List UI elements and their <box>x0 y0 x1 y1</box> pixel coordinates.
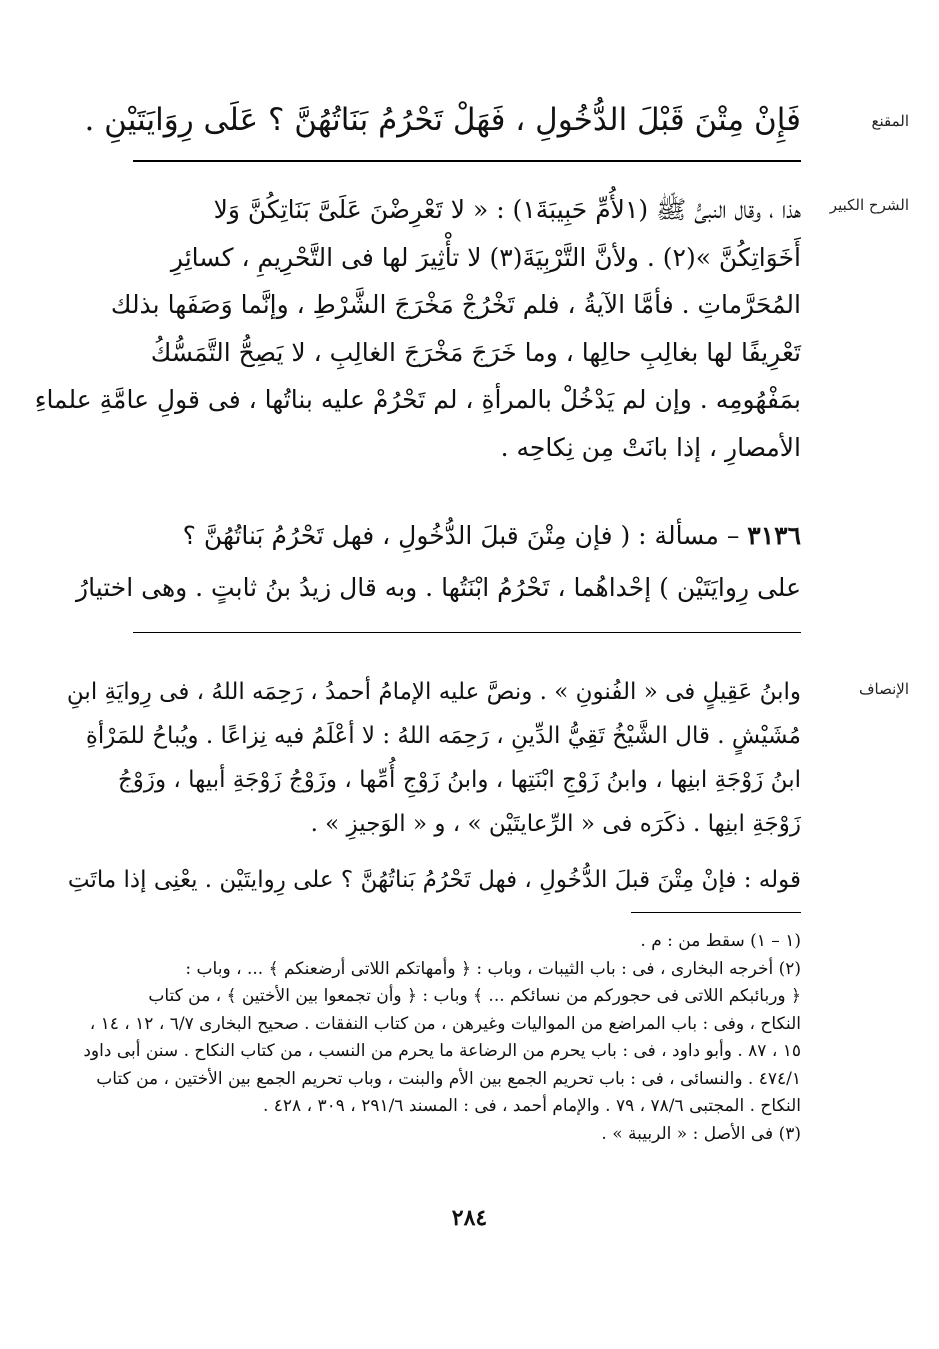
footnote-line: (٣) فى الأصل : « الربيبة » . <box>601 1123 801 1144</box>
muqni-text-block <box>84 98 801 142</box>
sharh-line: هذا ، وقال النبىُّ ﷺ (١لأُمِّ حَبِيبَةَ١) : « لا تَعْرِضْنَ عَلَىَّ بَنَاتِكُنَّ وَلا <box>213 195 801 224</box>
sharh-text-block <box>34 186 801 471</box>
masala-text: – مسألة : ( فإن مِتْنَ قبلَ الدُّخُولِ ، فهل تَحْرُمُ بَناتُهُنَّ ؟ <box>182 521 740 550</box>
masala-line-2: على رِوايَتَيْن ) إحْداهُما ، تَحْرُمُ ابْنَتُها . وبه قال زيدُ بنُ ثابتٍ . وهى اختيارُ <box>76 573 801 602</box>
insaf-line: مُشَيْشٍ . قال الشَّيْخُ تَقِيُّ الدِّينِ ، رَحِمَه اللهُ : لا أعْلَمُ فيه نِزاعًا . ويُباحُ للمَرْأةِ <box>85 723 801 749</box>
masala-number: ٣١٣٦ <box>747 521 801 550</box>
insaf-line: ابنُ زَوْجَةِ ابنِها ، وابنُ زَوْجِ ابْنَتِها ، وابنُ زَوْجِ أُمِّها ، وزَوْجُ زَوْجَةِ أبيها ، وزَوْجُ <box>117 767 801 793</box>
footnote-line: (١ – ١) سقط من : م . <box>640 931 801 951</box>
footnote-line: (٢) أخرجه البخارى ، فى : باب الثيبات ، وباب : ﴿ وأمهاتكم اللاتى أرضعنكم ﴾ ... ، وباب : <box>185 958 801 979</box>
section-label-sharh: الشرح الكبير <box>829 196 909 214</box>
section-divider-top <box>133 160 801 162</box>
section-label-muqni: المقنع <box>871 112 909 130</box>
footnote-line: النكاح ، وفى : باب المراضع من المواليات وغيرهن ، من كتاب النفقات . صحيح البخارى ٦/٧ ، ١٢ ، ١٤ ، <box>89 1013 801 1034</box>
muqni-text: فَإِنْ مِتْنَ قَبْلَ الدُّخُولِ ، فَهَلْ تَحْرُمُ بَنَاتُهُنَّ ؟ عَلَى رِوَايَتَيْنِ . <box>84 102 801 138</box>
footnotes-block <box>83 928 801 1148</box>
sharh-line: تَعْرِيفًا لها بغالِبِ حالِها ، وما خَرَجَ مَخْرَجَ الغالِبِ ، لا يَصِحُّ التَّمَسُّكُ <box>150 337 801 367</box>
footnote-divider <box>631 912 801 913</box>
footnote-line: النكاح . المجتبى ٧٨/٦ ، ٧٩ . والإمام أحمد ، فى : المسند ٢٩١/٦ ، ٣٠٩ ، ٤٢٨ . <box>262 1096 801 1116</box>
masala-line-1 <box>133 510 801 562</box>
insaf-qawluh-block <box>67 858 801 902</box>
footnote-line: ٤٧٤/١ . والنسائى ، فى : باب تحريم الجمع بين الأم والبنت ، وباب تحريم الجمع بين الأختين ، من كتاب <box>96 1068 801 1089</box>
sharh-line: بمَفْهُومِه . وإن لم يَدْخُلْ بالمرأةِ ، لم تَحْرُمْ عليه بناتُها ، فى قولِ عامَّةِ علماءِ <box>34 385 801 414</box>
insaf-text-block <box>66 670 801 846</box>
insaf-qawluh: قوله : فإنْ مِتْنَ قبلَ الدُّخُولِ ، فهل تَحْرُمُ بَناتُهُنَّ ؟ على رِوايتَيْن . يعْنِى إذا ماتَتِ <box>67 867 801 893</box>
sharh-line: أَخَوَاتِكُنَّ »(٢) . ولأنَّ التَّرْبِيَةَ(٣) لا تأْثِيرَ لها فى التَّحْرِيمِ ، كسائِرِ <box>170 242 801 272</box>
sharh-line: الأمصارِ ، إذا بانَتْ مِن نِكاحِه . <box>500 432 801 462</box>
page-number: ٢٨٤ <box>451 1205 488 1231</box>
sharh-line: المُحَرَّماتِ . فأمَّا الآيةُ ، فلم تَخْرُجْ مَخْرَجَ الشَّرْطِ ، وإنَّما وَصَفَها بذلك <box>110 290 801 319</box>
footnote-line: ١٥ ، ٨٧ . وأبو داود ، فى : باب يحرم من الرضاعة ما يحرم من النسب ، من كتاب النكاح . سنن أبى داود <box>83 1041 801 1061</box>
masala-block <box>76 510 801 614</box>
insaf-line: وابنُ عَقِيلٍ فى « الفُنونِ » . ونصَّ عليه الإمامُ أحمدُ ، رَحِمَه اللهُ ، فى رِوايَةِ ابنِ <box>66 679 801 705</box>
insaf-line: زَوْجَةِ ابنِها . ذكَرَه فى « الرِّعايتَيْن » ، و « الوَجيزِ » . <box>310 811 801 837</box>
footnote-line: ﴿ وربائبكم اللاتى فى حجوركم من نسائكم ... ﴾ وباب : ﴿ وأن تجمعوا بين الأختين ﴾ ، من كتاب <box>148 986 801 1006</box>
section-divider-middle <box>133 632 801 633</box>
section-label-insaf: الإنصاف <box>858 680 909 698</box>
